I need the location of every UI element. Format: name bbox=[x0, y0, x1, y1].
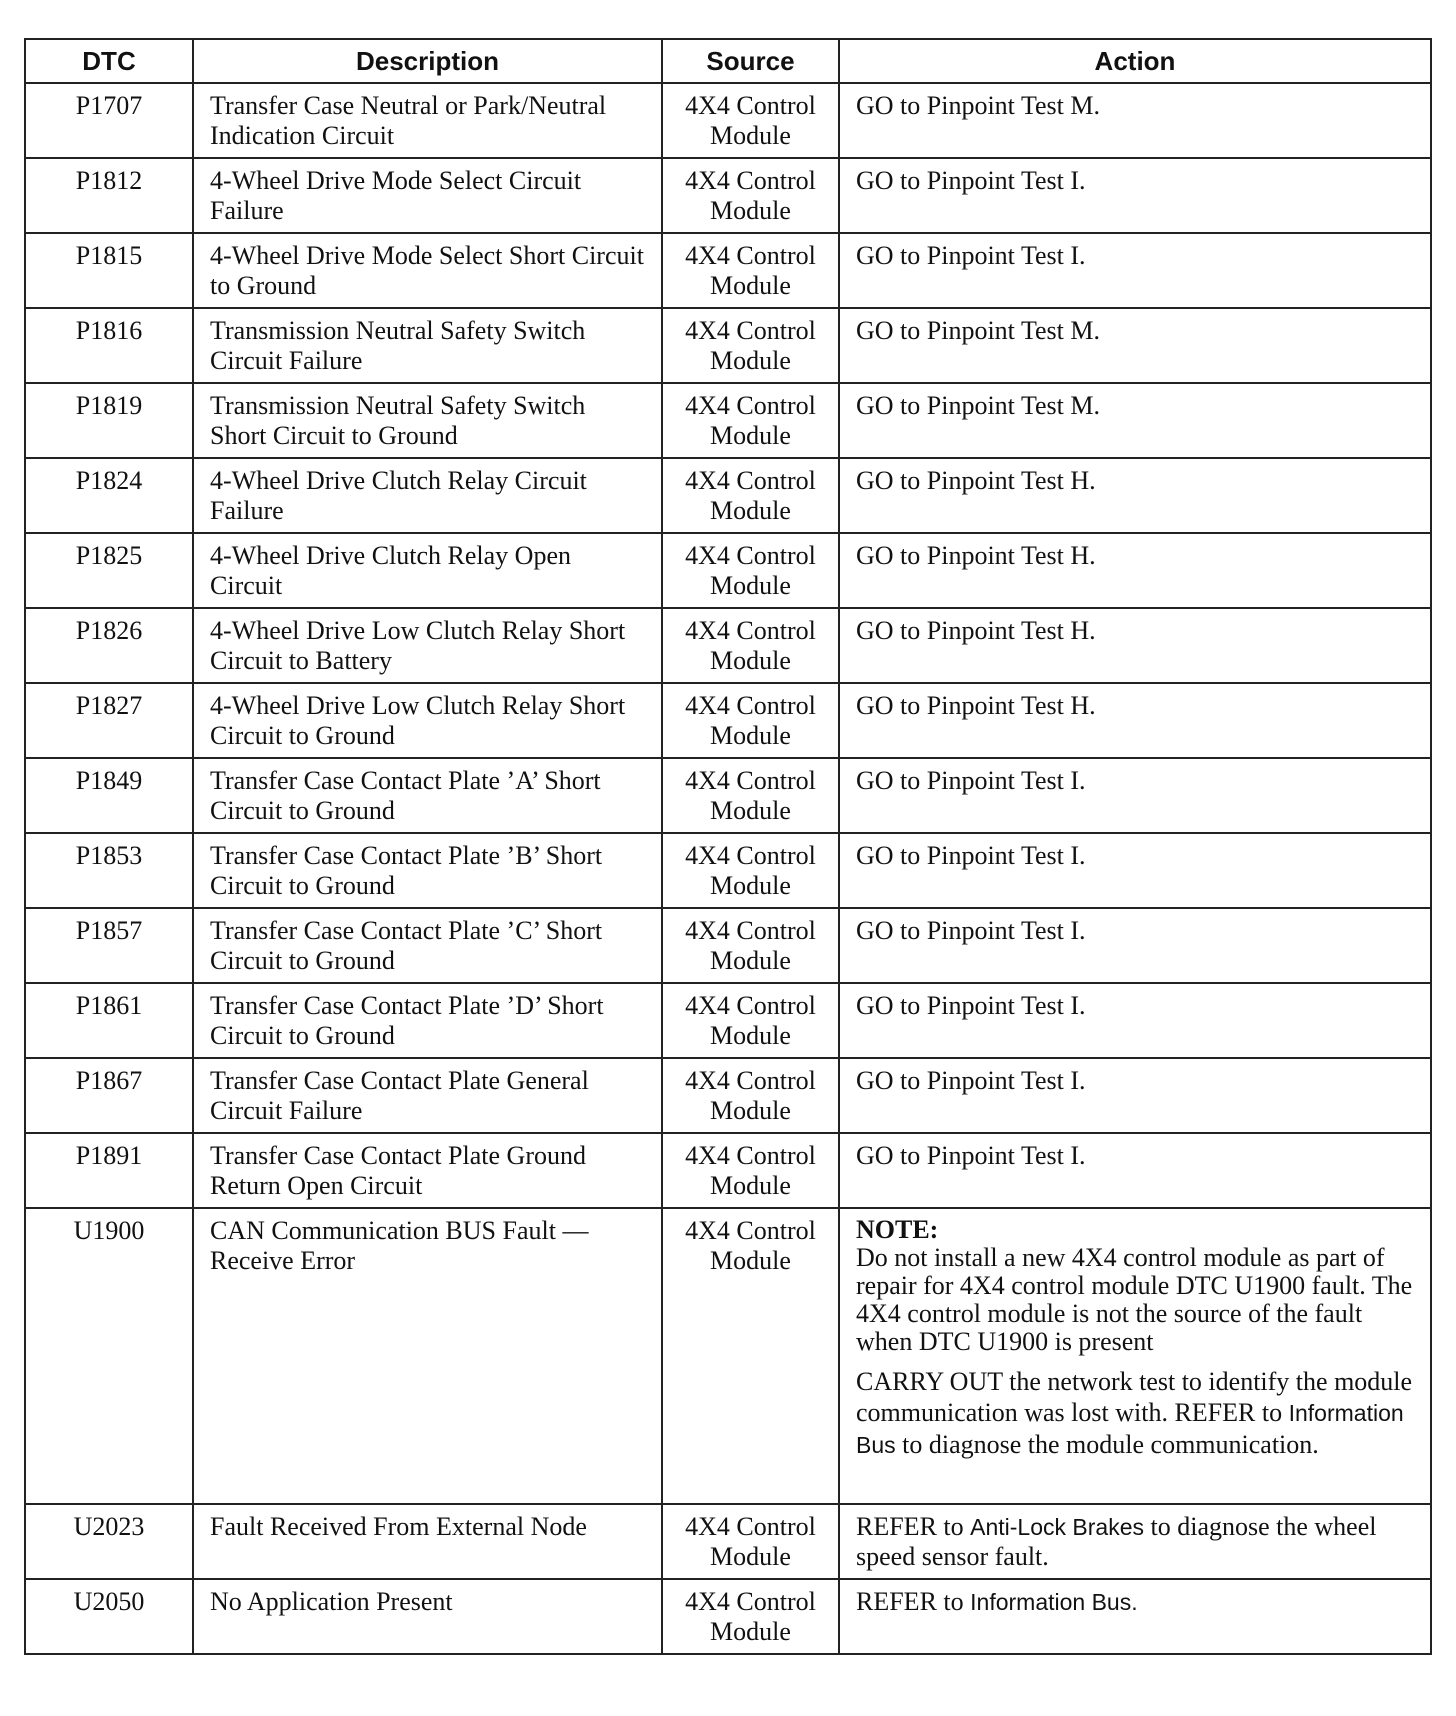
table-row bbox=[25, 683, 1431, 758]
dtc-description: Transfer Case Contact Plate ’B’ Short Circuit to Ground bbox=[193, 833, 662, 908]
dtc-source: 4X4 Control Module bbox=[662, 458, 839, 533]
table-row bbox=[25, 158, 1431, 233]
action-text-pre: REFER to bbox=[856, 1587, 971, 1616]
dtc-action: GO to Pinpoint Test H. bbox=[839, 533, 1431, 608]
dtc-source: 4X4 Control Module bbox=[662, 383, 839, 458]
dtc-description: 4-Wheel Drive Clutch Relay Open Circuit bbox=[193, 533, 662, 608]
information-bus-link[interactable]: Information Bus. bbox=[970, 1589, 1138, 1615]
dtc-source: 4X4 Control Module bbox=[662, 683, 839, 758]
dtc-description: 4-Wheel Drive Mode Select Short Circuit to Ground bbox=[193, 233, 662, 308]
dtc-source: 4X4 Control Module bbox=[662, 533, 839, 608]
dtc-description: Transfer Case Contact Plate ’C’ Short Circuit to Ground bbox=[193, 908, 662, 983]
table-row bbox=[25, 383, 1431, 458]
dtc-source: 4X4 Control Module bbox=[662, 233, 839, 308]
dtc-code: P1825 bbox=[25, 533, 193, 608]
dtc-description: Transmission Neutral Safety Switch Short Circuit to Ground bbox=[193, 383, 662, 458]
dtc-action: GO to Pinpoint Test I. bbox=[839, 158, 1431, 233]
dtc-code: P1853 bbox=[25, 833, 193, 908]
table-row bbox=[25, 758, 1431, 833]
dtc-description: Transfer Case Contact Plate Ground Return Open Circuit bbox=[193, 1133, 662, 1208]
dtc-action bbox=[839, 1208, 1431, 1504]
dtc-action: GO to Pinpoint Test I. bbox=[839, 908, 1431, 983]
dtc-action: GO to Pinpoint Test H. bbox=[839, 458, 1431, 533]
action-text-post: to diagnose the wheel speed sensor fault. bbox=[856, 1512, 1377, 1571]
dtc-description: 4-Wheel Drive Mode Select Circuit Failure bbox=[193, 158, 662, 233]
dtc-source: 4X4 Control Module bbox=[662, 908, 839, 983]
dtc-action: GO to Pinpoint Test I. bbox=[839, 758, 1431, 833]
table-row bbox=[25, 458, 1431, 533]
dtc-source: 4X4 Control Module bbox=[662, 83, 839, 158]
dtc-source: 4X4 Control Module bbox=[662, 1208, 839, 1504]
dtc-code: P1812 bbox=[25, 158, 193, 233]
dtc-description: 4-Wheel Drive Low Clutch Relay Short Circuit to Battery bbox=[193, 608, 662, 683]
dtc-description: Transfer Case Contact Plate General Circuit Failure bbox=[193, 1058, 662, 1133]
dtc-description: 4-Wheel Drive Low Clutch Relay Short Circuit to Ground bbox=[193, 683, 662, 758]
dtc-table bbox=[24, 38, 1432, 1655]
dtc-code: P1891 bbox=[25, 1133, 193, 1208]
action-text bbox=[856, 1366, 1414, 1461]
action-text-post: to diagnose the module communication. bbox=[895, 1430, 1319, 1459]
table-row bbox=[25, 83, 1431, 158]
dtc-action: GO to Pinpoint Test I. bbox=[839, 1133, 1431, 1208]
table-row bbox=[25, 1058, 1431, 1133]
dtc-source: 4X4 Control Module bbox=[662, 983, 839, 1058]
table-row-u2023 bbox=[25, 1504, 1431, 1579]
table-row-u1900 bbox=[25, 1208, 1431, 1504]
dtc-source: 4X4 Control Module bbox=[662, 608, 839, 683]
dtc-code: P1857 bbox=[25, 908, 193, 983]
dtc-description: Fault Received From External Node bbox=[193, 1504, 662, 1579]
table-row bbox=[25, 608, 1431, 683]
dtc-source: 4X4 Control Module bbox=[662, 1058, 839, 1133]
table-row bbox=[25, 533, 1431, 608]
table-row bbox=[25, 308, 1431, 383]
dtc-code: P1816 bbox=[25, 308, 193, 383]
dtc-code: U2023 bbox=[25, 1504, 193, 1579]
table-row bbox=[25, 908, 1431, 983]
dtc-code: P1815 bbox=[25, 233, 193, 308]
dtc-code: P1707 bbox=[25, 83, 193, 158]
table-row-u2050 bbox=[25, 1579, 1431, 1654]
dtc-description: CAN Communication BUS Fault — Receive Error bbox=[193, 1208, 662, 1504]
table-body bbox=[25, 83, 1431, 1654]
dtc-action: GO to Pinpoint Test M. bbox=[839, 383, 1431, 458]
dtc-code: P1861 bbox=[25, 983, 193, 1058]
dtc-source: 4X4 Control Module bbox=[662, 158, 839, 233]
header-source: Source bbox=[662, 39, 839, 83]
dtc-description: Transfer Case Neutral or Park/Neutral Indication Circuit bbox=[193, 83, 662, 158]
dtc-code: P1819 bbox=[25, 383, 193, 458]
dtc-action: GO to Pinpoint Test I. bbox=[839, 833, 1431, 908]
dtc-action: GO to Pinpoint Test M. bbox=[839, 308, 1431, 383]
action-text-pre: REFER to bbox=[856, 1512, 971, 1541]
dtc-source: 4X4 Control Module bbox=[662, 308, 839, 383]
table-row bbox=[25, 833, 1431, 908]
note-text: Do not install a new 4X4 control module as part of repair for 4X4 control module DTC U1900 fault. The 4X4 control module is not the source of the fault when DTC U1900 is present bbox=[856, 1243, 1413, 1356]
dtc-source: 4X4 Control Module bbox=[662, 1504, 839, 1579]
information-bus-link[interactable]: Information Bus bbox=[856, 1400, 1404, 1458]
note-title: NOTE: bbox=[856, 1215, 939, 1244]
dtc-description: Transfer Case Contact Plate ’A’ Short Circuit to Ground bbox=[193, 758, 662, 833]
action-text-pre: CARRY OUT the network test to identify the module communication was lost with. REFER to bbox=[856, 1367, 1413, 1427]
dtc-description: Transfer Case Contact Plate ’D’ Short Circuit to Ground bbox=[193, 983, 662, 1058]
dtc-action: GO to Pinpoint Test I. bbox=[839, 233, 1431, 308]
dtc-source: 4X4 Control Module bbox=[662, 1133, 839, 1208]
dtc-source: 4X4 Control Module bbox=[662, 833, 839, 908]
dtc-code: P1867 bbox=[25, 1058, 193, 1133]
dtc-code: U2050 bbox=[25, 1579, 193, 1654]
dtc-action: GO to Pinpoint Test M. bbox=[839, 83, 1431, 158]
dtc-action bbox=[839, 1504, 1431, 1579]
dtc-code: P1827 bbox=[25, 683, 193, 758]
header-row bbox=[25, 39, 1431, 83]
dtc-action: GO to Pinpoint Test I. bbox=[839, 983, 1431, 1058]
table-row bbox=[25, 1133, 1431, 1208]
dtc-code: P1826 bbox=[25, 608, 193, 683]
dtc-code: P1824 bbox=[25, 458, 193, 533]
dtc-description: No Application Present bbox=[193, 1579, 662, 1654]
dtc-action bbox=[839, 1579, 1431, 1654]
dtc-description: Transmission Neutral Safety Switch Circuit Failure bbox=[193, 308, 662, 383]
dtc-action: GO to Pinpoint Test I. bbox=[839, 1058, 1431, 1133]
dtc-source: 4X4 Control Module bbox=[662, 1579, 839, 1654]
dtc-description: 4-Wheel Drive Clutch Relay Circuit Failure bbox=[193, 458, 662, 533]
header-description: Description bbox=[193, 39, 662, 83]
table-row bbox=[25, 983, 1431, 1058]
dtc-code: P1849 bbox=[25, 758, 193, 833]
header-action: Action bbox=[839, 39, 1431, 83]
dtc-code: U1900 bbox=[25, 1208, 193, 1504]
anti-lock-brakes-link[interactable]: Anti-Lock Brakes bbox=[970, 1514, 1144, 1540]
dtc-action: GO to Pinpoint Test H. bbox=[839, 683, 1431, 758]
table-row bbox=[25, 233, 1431, 308]
header-dtc: DTC bbox=[25, 39, 193, 83]
dtc-action: GO to Pinpoint Test H. bbox=[839, 608, 1431, 683]
dtc-source: 4X4 Control Module bbox=[662, 758, 839, 833]
